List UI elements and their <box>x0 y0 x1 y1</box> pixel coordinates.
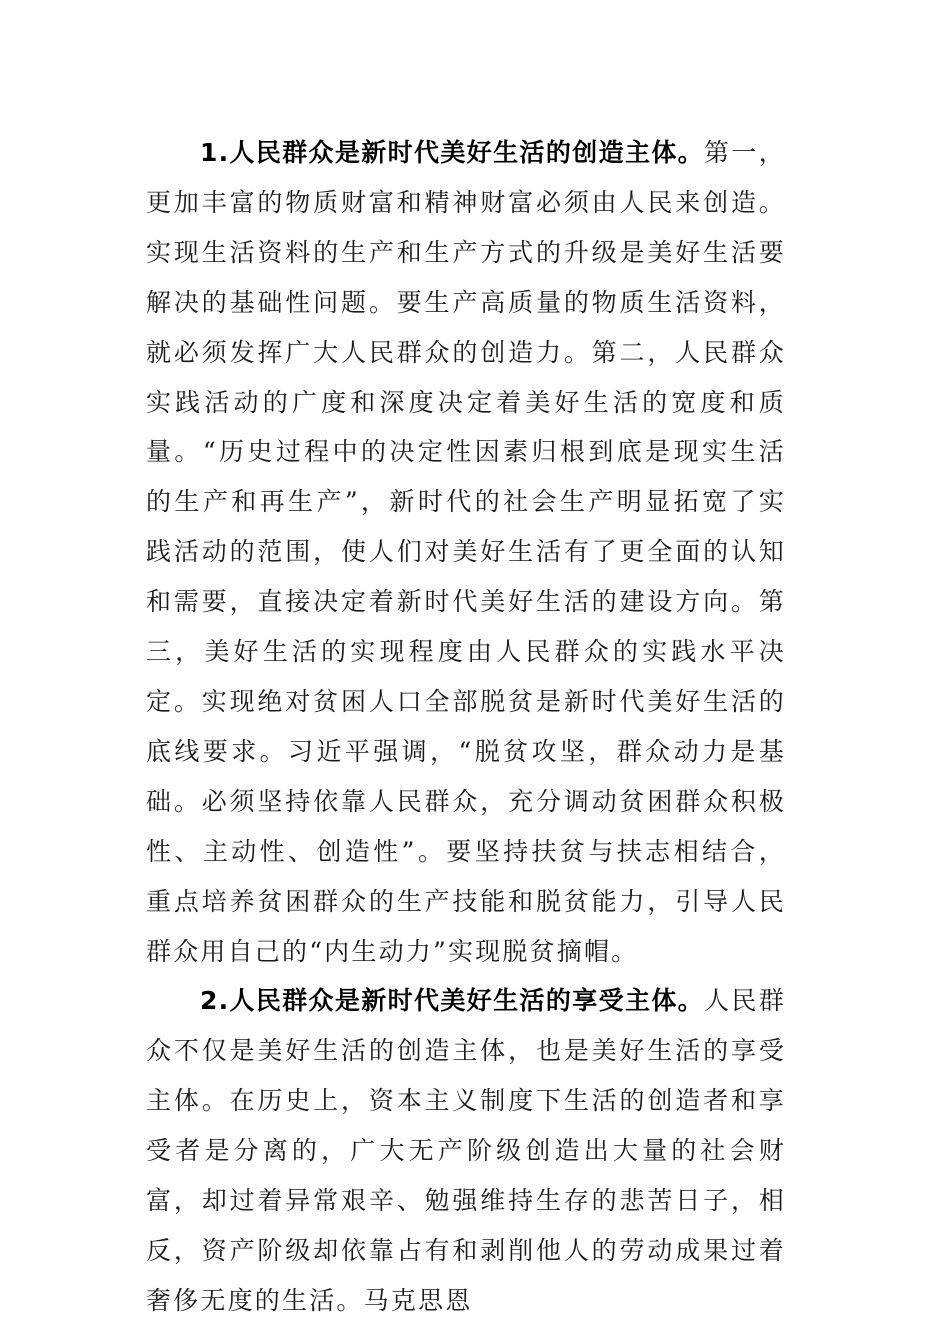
paragraph-2 <box>146 976 786 1325</box>
paragraph-1-body: 第一，更加丰富的物质财富和精神财富必须由人民来创造。实现生活资料的生产和生产方式的升级是美好生活要解决的基础性问题。要生产高质量的物质生活资料，就必须发挥广大人民群众的创造力。第二，人民群众实践活动的广度和深度决定着美好生活的宽度和质量。“历史过程中的决定性因素归根到底是现实生活的生产和再生产”，新时代的社会生产明显拓宽了实践活动的范围，使人们对美好生活有了更全面的认知和需要，直接决定着新时代美好生活的建设方向。第三，美好生活的实现程度由人民群众的实践水平决定。实现绝对贫困人口全部脱贫是新时代美好生活的底线要求。习近平强调，“脱贫攻坚，群众动力是基础。必须坚持依靠人民群众，充分调动贫困群众积极性、主动性、创造性”。要坚持扶贫与扶志相结合，重点培养贫困群众的生产技能和脱贫能力，引导人民群众用自己的“内生动力”实现脱贫摘帽。 <box>146 138 786 966</box>
paragraph-2-body: 人民群众不仅是美好生活的创造主体，也是美好生活的享受主体。在历史上，资本主义制度下生活的创造者和享受者是分离的，广大无产阶级创造出大量的社会财富，却过着异常艰辛、勉强维持生存的悲苦日子，相反，资产阶级却依靠占有和剥削他人的劳动成果过着奢侈无度的生活。马克思恩 <box>146 986 786 1315</box>
paragraph-2-heading: 2.人民群众是新时代美好生活的享受主体。 <box>200 986 705 1016</box>
paragraph-1 <box>146 128 786 976</box>
document-page <box>146 128 786 1326</box>
paragraph-1-heading: 1.人民群众是新时代美好生活的创造主体。 <box>200 138 705 167</box>
